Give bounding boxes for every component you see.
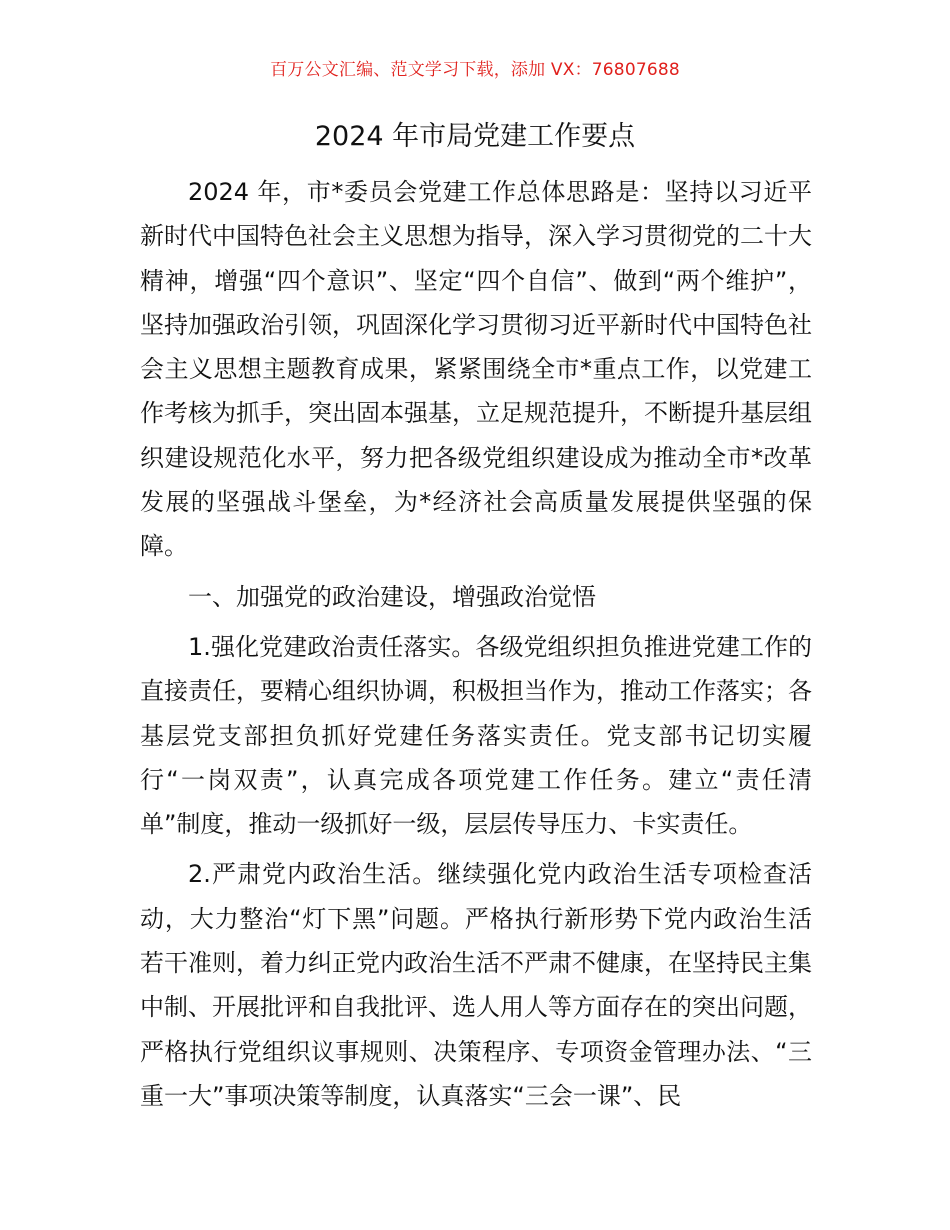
page-title: 2024 年市局党建工作要点 [314,121,636,152]
document-body [140,170,812,1118]
watermark-header: 百万公文汇编、范文学习下载，添加 VX：76807688 [270,60,680,80]
intro-paragraph: 2024 年，市*委员会党建工作总体思路是：坚持以习近平新时代中国特色社会主义思想为指导，深入学习贯彻党的二十大精神，增强“四个意识”、坚定“四个自信”、做到“两个维护”，坚持加强政治引领，巩固深化学习贯彻习近平新时代中国特色社会主义思想主题教育成果，紧紧围绕全市*重点工作，以党建工作考核为抓手，突出固本强基，立足规范提升，不断提升基层组织建设规范化水平，努力把各级党组织建设成为推动全市*改革发展的坚强战斗堡垒，为*经济社会高质量发展提供坚强的保障。 [140,178,812,561]
section-heading-1: 一、加强党的政治建设，增强政治觉悟 [188,582,596,611]
item-paragraph-2: 2.严肃党内政治生活。继续强化党内政治生活专项检查活动，大力整治“灯下黑”问题。严格执行新形势下党内政治生活若干准则，着力纠正党内政治生活不严肃不健康，在坚持民主集中制、开展批评和自我批评、选人用人等方面存在的突出问题，严格执行党组织议事规则、决策程序、专项资金管理办法、“三重一大”事项决策等制度，认真落实“三会一课”、民 [140,860,812,1110]
item-paragraph-1: 1.强化党建政治责任落实。各级党组织担负推进党建工作的直接责任，要精心组织协调，积极担当作为，推动工作落实；各基层党支部担负抓好党建任务落实责任。党支部书记切实履行“一岗双责”，认真完成各项党建工作任务。建立“责任清单”制度，推动一级抓好一级，层层传导压力、卡实责任。 [140,632,812,839]
